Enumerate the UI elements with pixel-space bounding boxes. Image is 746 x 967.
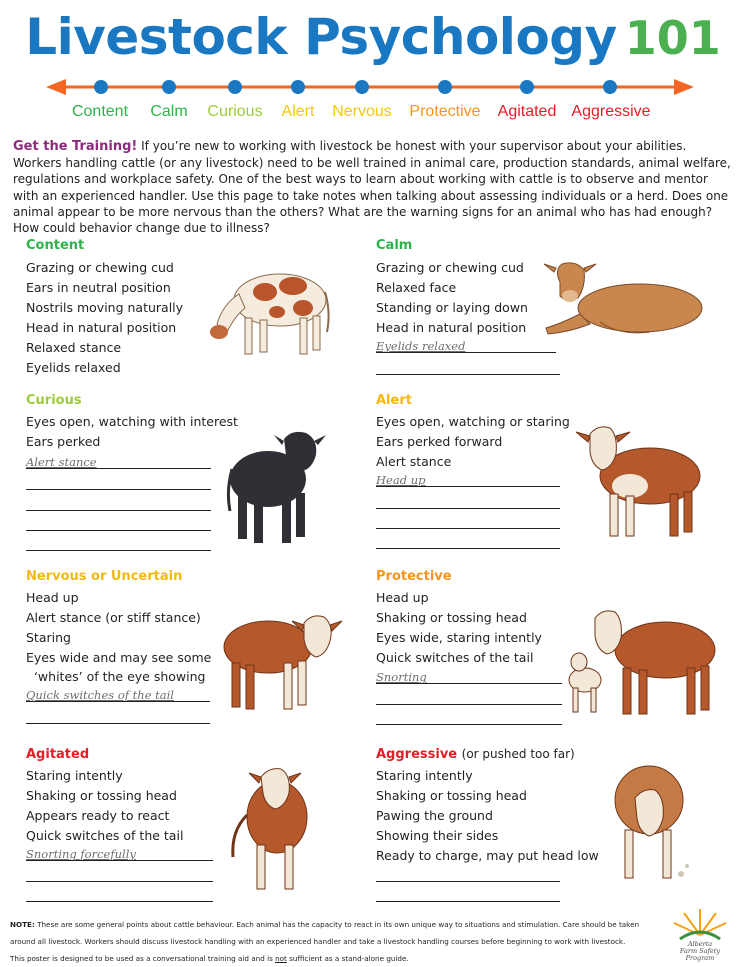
- scale-dot: [438, 80, 452, 94]
- note-line[interactable]: [26, 901, 213, 902]
- note-line[interactable]: [376, 528, 560, 529]
- curious-handwritten-note[interactable]: Alert stance: [26, 455, 97, 469]
- footer-line-2: around all livestock. Workers should discuss livestock handling with an experienced handler and take a livestock handling courses before beginning to work with livestock.: [10, 937, 626, 946]
- logo-line-3: Program: [685, 954, 715, 962]
- aggressive-cow-illustration: [605, 758, 693, 886]
- scale-label-content: Content: [71, 103, 129, 120]
- note-line[interactable]: [26, 489, 211, 490]
- note-line[interactable]: [26, 881, 213, 882]
- nervous-handwritten-note[interactable]: Quick switches of the tail: [26, 688, 174, 702]
- agitated-handwritten-note[interactable]: Snorting forcefully: [26, 847, 136, 861]
- logo-line-2: Farm Safety: [679, 947, 721, 955]
- note-line[interactable]: [376, 486, 560, 487]
- content-item: Relaxed stance: [26, 340, 122, 355]
- note-line[interactable]: [376, 548, 560, 549]
- calm-item: Relaxed face: [376, 280, 457, 295]
- scale-dot: [94, 80, 108, 94]
- calm-item: Grazing or chewing cud: [376, 260, 524, 275]
- alberta-farm-safety-logo: [660, 905, 740, 965]
- protective-item: Head up: [376, 590, 429, 605]
- footer-note: [10, 916, 660, 967]
- note-line[interactable]: [26, 510, 211, 511]
- calm-item: Head in natural position: [376, 320, 527, 335]
- nervous-item: Head up: [26, 590, 79, 605]
- note-line[interactable]: [26, 468, 211, 469]
- aggressive-item: Ready to charge, may put head low: [376, 848, 599, 863]
- scale-dot: [355, 80, 369, 94]
- page-title: [0, 8, 746, 66]
- grazing-cow-illustration: [205, 262, 333, 367]
- nervous-item: ‘whites’ of the eye showing: [26, 669, 206, 684]
- content-item: Eyelids relaxed: [26, 360, 121, 375]
- note-line[interactable]: [376, 352, 556, 353]
- note-line[interactable]: [376, 704, 562, 705]
- note-line[interactable]: [376, 901, 560, 902]
- aggressive-subtitle: (or pushed too far): [461, 747, 575, 761]
- section-title-nervous: Nervous or Uncertain: [26, 569, 183, 584]
- title-main: Livestock Psychology: [25, 8, 617, 66]
- nervous-item: Alert stance (or stiff stance): [26, 610, 201, 625]
- curious-item: Ears perked: [26, 434, 101, 449]
- scale-label-agitated: Agitated: [497, 103, 557, 120]
- nervous-item: Staring: [26, 630, 71, 645]
- footer-line-1: NOTE: These are some general points about cattle behaviour. Each animal has the capacity to react in its own unique way to situations and stimulation. Care should be taken: [10, 920, 640, 929]
- scale-label-aggressive: Aggressive: [571, 103, 651, 120]
- nervous-cow-illustration: [218, 603, 343, 715]
- black-cow-illustration: [222, 425, 330, 550]
- intro-paragraph: [13, 138, 731, 236]
- section-title-calm: Calm: [376, 238, 413, 253]
- note-line[interactable]: [376, 881, 560, 882]
- aggressive-item: Shaking or tossing head: [376, 788, 527, 803]
- note-line[interactable]: [26, 701, 210, 702]
- note-line[interactable]: [26, 723, 210, 724]
- section-title-agitated: Agitated: [26, 747, 90, 762]
- note-line[interactable]: [376, 724, 562, 725]
- lying-cow-illustration: [540, 258, 710, 340]
- content-item: Nostrils moving naturally: [26, 300, 184, 315]
- scale-dot: [603, 80, 617, 94]
- protective-handwritten-note[interactable]: Snorting: [376, 670, 427, 684]
- alert-handwritten-note[interactable]: Head up: [376, 473, 426, 487]
- calm-handwritten-note[interactable]: Eyelids relaxed: [376, 339, 466, 353]
- intro-text: If you’re new to working with livestock be honest with your supervisor about your abilities. Workers handling cattle (or any livestock) need to be well trained in animal care, production standards, animal welfare, regulations and workplace safety. One of the best ways to learn about working with cattle is to observe and mentor with an experienced handler. Use this page to take notes when talking about assessing individuals or a herd. Does one animal appear to be more nervous than the others? What are the warning signs for an animal who has had enough? How could behavior change due to illness?: [13, 139, 731, 236]
- note-line[interactable]: [26, 860, 213, 861]
- logo-line-1: Alberta: [687, 940, 713, 948]
- agitated-item: Appears ready to react: [26, 808, 170, 823]
- protective-cow-and-calf-illustration: [565, 604, 723, 720]
- title-number: 101: [624, 11, 721, 65]
- nervous-item: Eyes wide and may see some: [26, 650, 212, 665]
- scale-label-calm: Calm: [150, 103, 188, 120]
- note-label: NOTE:: [10, 920, 35, 929]
- scale-label-protective: Protective: [409, 103, 481, 120]
- note-line[interactable]: [26, 550, 211, 551]
- agitated-item: Staring intently: [26, 768, 123, 783]
- agitated-item: Quick switches of the tail: [26, 828, 184, 843]
- behavior-scale-arrow: [0, 70, 746, 104]
- calm-item: Standing or laying down: [376, 300, 528, 315]
- scale-dot: [291, 80, 305, 94]
- note-line[interactable]: [376, 508, 560, 509]
- content-item: Head in natural position: [26, 320, 177, 335]
- agitated-cow-illustration: [225, 765, 320, 895]
- protective-item: Quick switches of the tail: [376, 650, 534, 665]
- section-title-alert: Alert: [376, 393, 412, 408]
- scale-dot: [228, 80, 242, 94]
- scale-label-nervous: Nervous: [332, 103, 392, 120]
- note-line[interactable]: [26, 530, 211, 531]
- note-line[interactable]: [376, 374, 560, 375]
- footer-line-3: This poster is designed to be used as a conversational training aid and is not sufficient as a stand-alone guide.: [10, 954, 409, 963]
- alert-item: Eyes open, watching or staring: [376, 414, 570, 429]
- protective-item: Eyes wide, staring intently: [376, 630, 542, 645]
- aggressive-title: Aggressive: [376, 747, 458, 762]
- scale-dot: [520, 80, 534, 94]
- alert-cow-illustration: [570, 420, 710, 542]
- alert-item: Ears perked forward: [376, 434, 503, 449]
- agitated-item: Shaking or tossing head: [26, 788, 177, 803]
- content-item: Ears in neutral position: [26, 280, 171, 295]
- scale-dot: [162, 80, 176, 94]
- section-title-aggressive: [376, 747, 575, 762]
- sun-wheat-icon: [660, 905, 740, 943]
- aggressive-item: Showing their sides: [376, 828, 499, 843]
- content-item: Grazing or chewing cud: [26, 260, 174, 275]
- section-title-curious: Curious: [26, 393, 82, 408]
- curious-item: Eyes open, watching with interest: [26, 414, 238, 429]
- scale-label-alert: Alert: [281, 103, 315, 120]
- intro-lead: Get the Training!: [13, 139, 138, 154]
- scale-label-curious: Curious: [207, 103, 263, 120]
- section-title-content: Content: [26, 238, 85, 253]
- aggressive-item: Staring intently: [376, 768, 473, 783]
- aggressive-item: Pawing the ground: [376, 808, 493, 823]
- note-line[interactable]: [376, 683, 562, 684]
- alert-item: Alert stance: [376, 454, 452, 469]
- protective-item: Shaking or tossing head: [376, 610, 527, 625]
- section-title-protective: Protective: [376, 569, 452, 584]
